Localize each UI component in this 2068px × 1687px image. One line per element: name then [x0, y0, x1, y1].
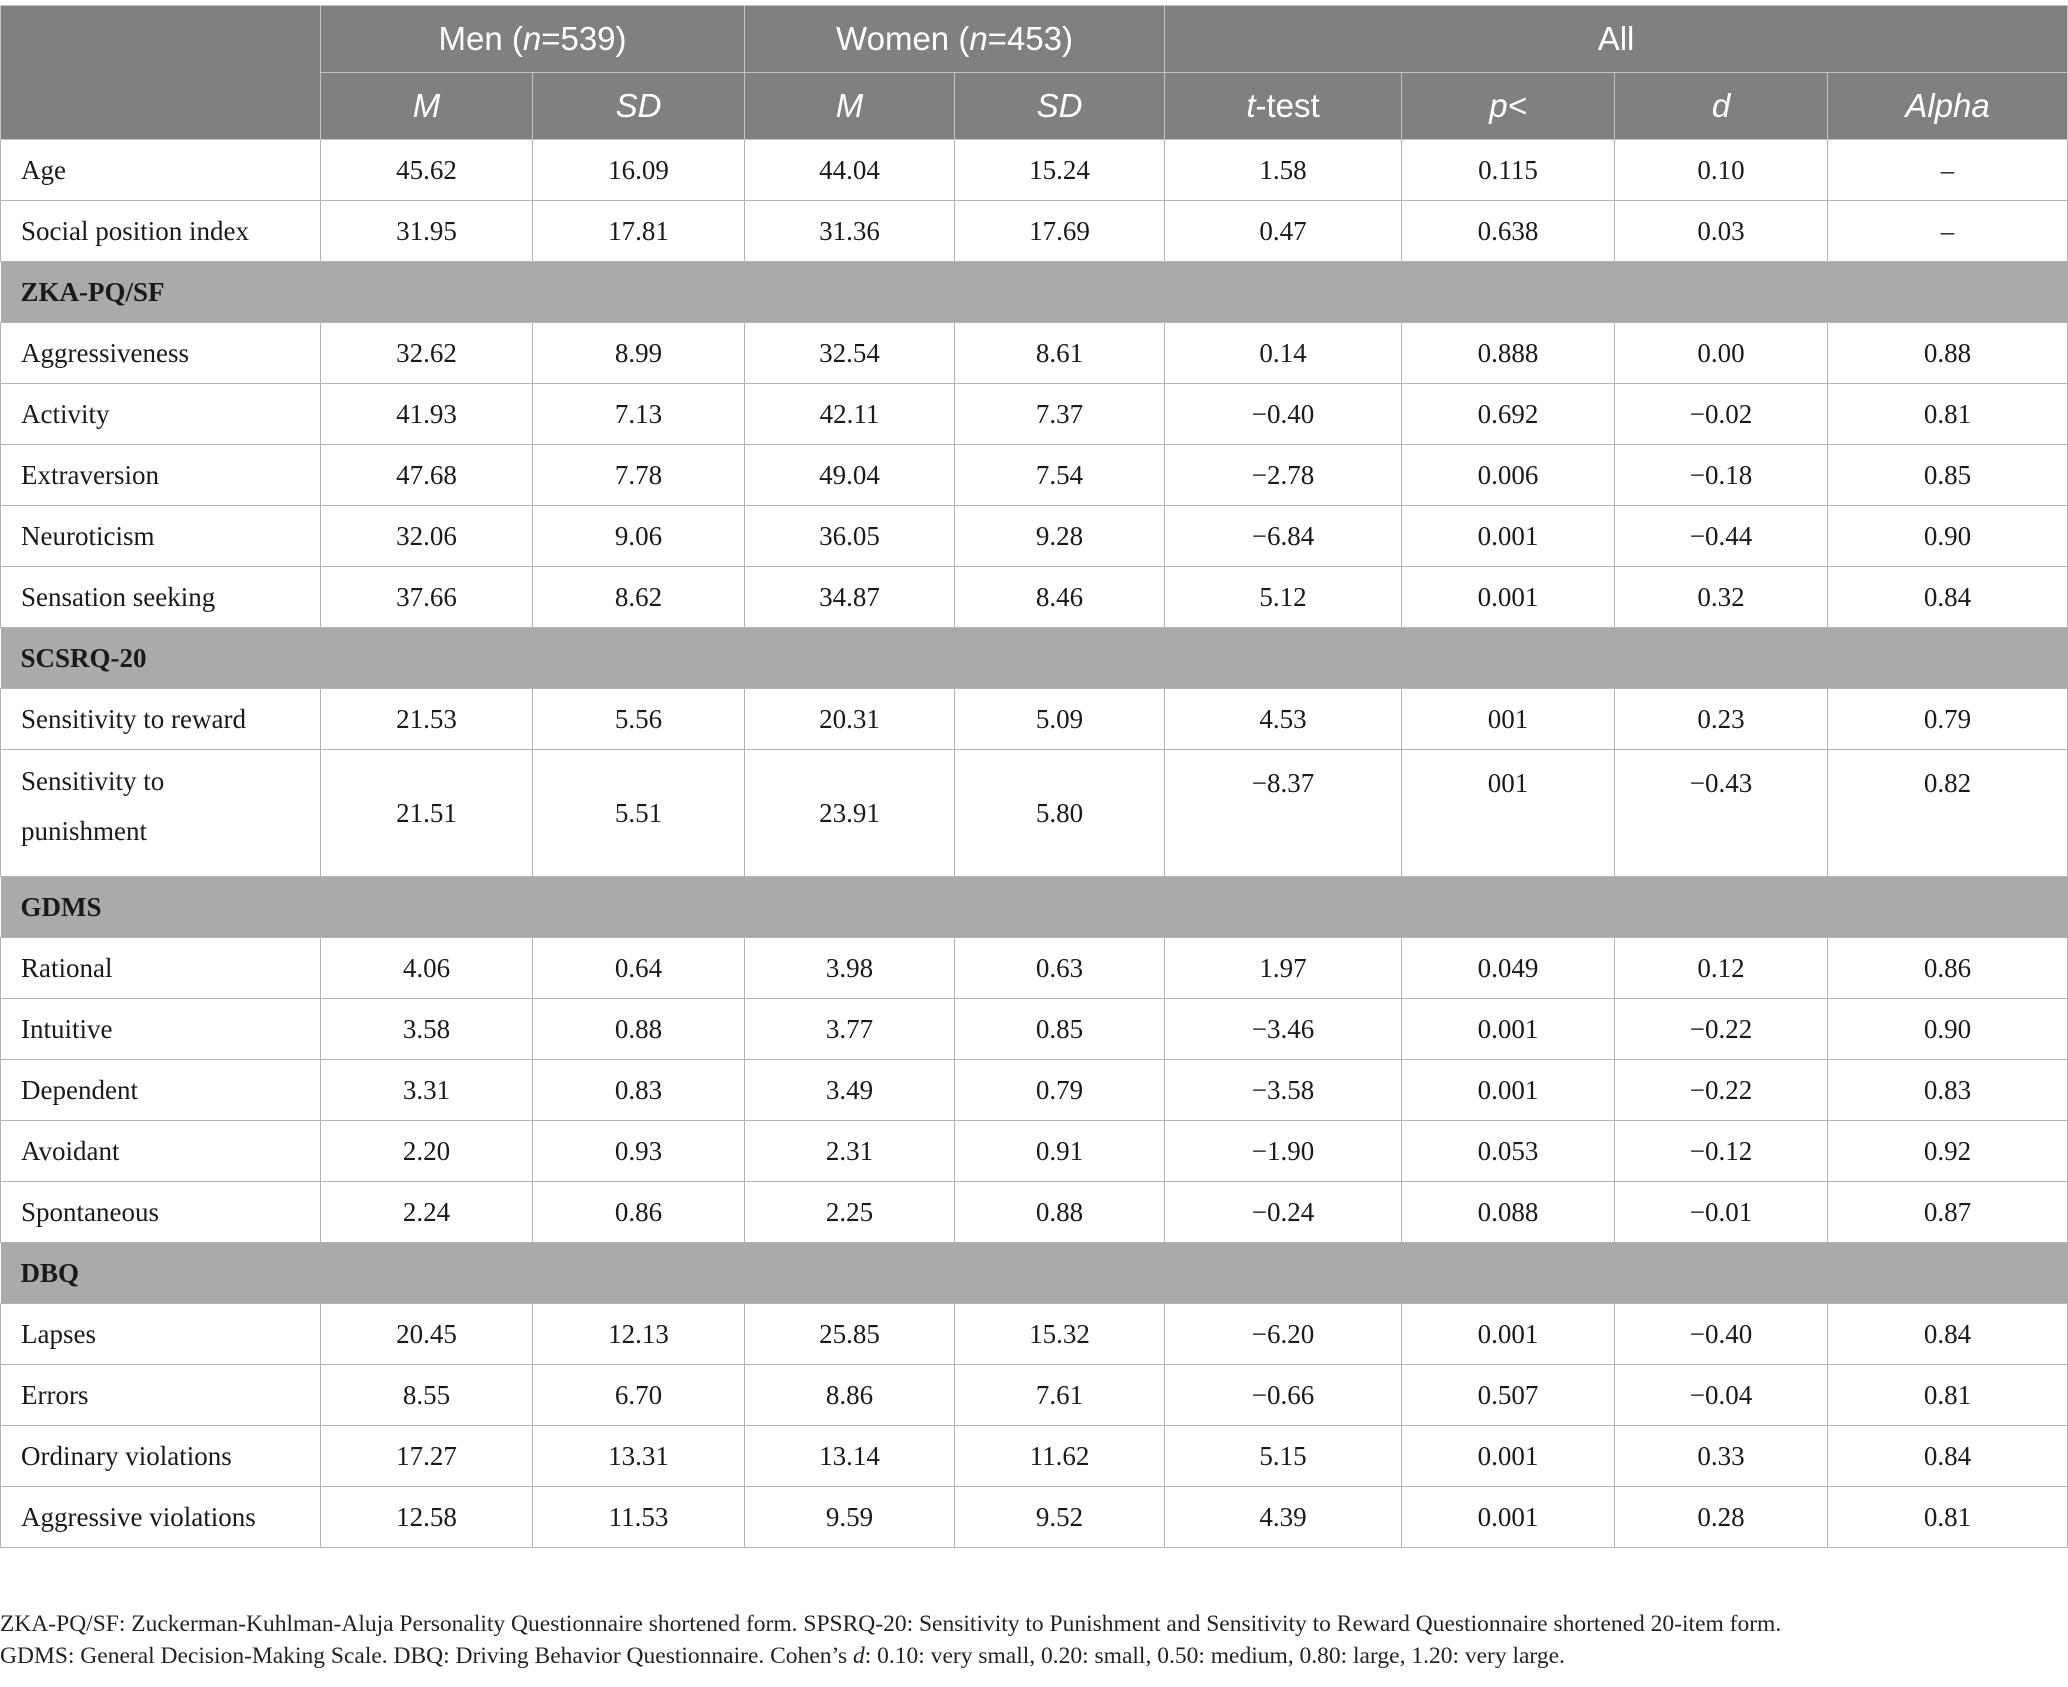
men-n-symbol: n [522, 20, 542, 57]
cell-p: 0.053 [1402, 1121, 1615, 1182]
row-label: Neuroticism [1, 506, 321, 567]
cell-men-m: 32.06 [321, 506, 533, 567]
header-women-sd: SD [955, 73, 1165, 140]
cell-alpha: 0.81 [1828, 384, 2068, 445]
cell-men-m: 2.24 [321, 1182, 533, 1243]
cell-t: 4.39 [1165, 1487, 1402, 1548]
cell-women-m: 42.11 [745, 384, 955, 445]
cell-women-m: 25.85 [745, 1304, 955, 1365]
cell-men-m: 3.31 [321, 1060, 533, 1121]
cell-men-m: 47.68 [321, 445, 533, 506]
cell-men-m: 21.51 [321, 750, 533, 877]
row-label: Aggressiveness [1, 323, 321, 384]
cell-d: 0.03 [1615, 201, 1828, 262]
footnote-line-2-end: : 0.10: very small, 0.20: small, 0.50: medium, 0.80: large, 1.20: very large. [864, 1643, 1565, 1669]
cell-women-m: 20.31 [745, 689, 955, 750]
cell-t: 4.53 [1165, 689, 1402, 750]
row-label: Rational [1, 938, 321, 999]
header-p: p< [1402, 73, 1615, 140]
footnote-line-1: ZKA-PQ/SF: Zuckerman-Kuhlman-Aluja Personality Questionnaire shortened form. SPSRQ-20: Sensitivity to Punishment and Sensitivity to Reward Questionnaire shortened 20-item form. [0, 1611, 1782, 1637]
cell-men-sd: 13.31 [533, 1426, 745, 1487]
cell-alpha: 0.83 [1828, 1060, 2068, 1121]
header-d: d [1615, 73, 1828, 140]
cell-women-sd: 5.80 [955, 750, 1165, 877]
cell-d: 0.00 [1615, 323, 1828, 384]
footnote-line-2-start: GDMS: General Decision-Making Scale. DBQ: Driving Behavior Questionnaire. Cohen’s [0, 1643, 854, 1669]
section-label: GDMS [1, 877, 2068, 938]
men-group-label: Men ( [438, 20, 523, 57]
cell-t: −1.90 [1165, 1121, 1402, 1182]
cell-alpha: 0.85 [1828, 445, 2068, 506]
cell-women-sd: 0.79 [955, 1060, 1165, 1121]
cell-men-sd: 12.13 [533, 1304, 745, 1365]
women-n-value: =453) [987, 20, 1073, 57]
row-label: Spontaneous [1, 1182, 321, 1243]
row-label-line2: punishment [21, 816, 147, 846]
header-all-group: All [1165, 6, 2068, 73]
cell-alpha: 0.82 [1828, 750, 2068, 877]
cell-d: −0.04 [1615, 1365, 1828, 1426]
cell-p: 001 [1402, 750, 1615, 877]
row-label: Dependent [1, 1060, 321, 1121]
cell-d: 0.10 [1615, 140, 1828, 201]
cell-women-sd: 9.52 [955, 1487, 1165, 1548]
cell-d: −0.43 [1615, 750, 1828, 877]
cell-t: −6.20 [1165, 1304, 1402, 1365]
header-men-sd: SD [533, 73, 745, 140]
cell-men-sd: 8.62 [533, 567, 745, 628]
cell-d: −0.22 [1615, 1060, 1828, 1121]
cell-women-m: 9.59 [745, 1487, 955, 1548]
table-row [1, 445, 2068, 506]
cell-alpha: 0.84 [1828, 1426, 2068, 1487]
cell-women-sd: 7.37 [955, 384, 1165, 445]
cell-men-m: 8.55 [321, 1365, 533, 1426]
results-table-container [0, 5, 2068, 1548]
row-label: Sensation seeking [1, 567, 321, 628]
cell-men-sd: 16.09 [533, 140, 745, 201]
header-women-m: M [745, 73, 955, 140]
cell-women-sd: 9.28 [955, 506, 1165, 567]
table-row [1, 567, 2068, 628]
cell-p: 0.888 [1402, 323, 1615, 384]
cell-d: 0.28 [1615, 1487, 1828, 1548]
cell-alpha: 0.90 [1828, 999, 2068, 1060]
cell-alpha: 0.86 [1828, 938, 2068, 999]
cell-t: −6.84 [1165, 506, 1402, 567]
cell-p: 0.001 [1402, 1426, 1615, 1487]
section-row-gdms [1, 877, 2068, 938]
cell-p: 0.001 [1402, 567, 1615, 628]
cell-d: −0.02 [1615, 384, 1828, 445]
cell-p: 0.006 [1402, 445, 1615, 506]
t-symbol: t [1246, 87, 1256, 124]
cell-t: −2.78 [1165, 445, 1402, 506]
row-label-line1: Sensitivity to [21, 766, 165, 796]
cell-women-sd: 0.85 [955, 999, 1165, 1060]
cell-men-m: 3.58 [321, 999, 533, 1060]
footnote-cohen-d: d [853, 1643, 865, 1669]
cell-alpha: 0.84 [1828, 567, 2068, 628]
cell-men-m: 37.66 [321, 567, 533, 628]
cell-women-m: 3.49 [745, 1060, 955, 1121]
cell-men-m: 12.58 [321, 1487, 533, 1548]
cell-women-m: 44.04 [745, 140, 955, 201]
footnote-line-2 [0, 1640, 2060, 1672]
table-header [1, 6, 2068, 140]
header-men-m: M [321, 73, 533, 140]
table-row [1, 1060, 2068, 1121]
women-group-label: Women ( [836, 20, 970, 57]
cell-t: 1.97 [1165, 938, 1402, 999]
cell-p: 0.001 [1402, 506, 1615, 567]
table-row [1, 999, 2068, 1060]
row-label: Errors [1, 1365, 321, 1426]
cell-d: 0.32 [1615, 567, 1828, 628]
cell-alpha: 0.92 [1828, 1121, 2068, 1182]
cell-p: 0.001 [1402, 1060, 1615, 1121]
table-body [1, 140, 2068, 1548]
cell-p: 0.115 [1402, 140, 1615, 201]
cell-women-m: 36.05 [745, 506, 955, 567]
section-label: DBQ [1, 1243, 2068, 1304]
cell-men-m: 45.62 [321, 140, 533, 201]
cell-t: −8.37 [1165, 750, 1402, 877]
cell-p: 0.001 [1402, 1487, 1615, 1548]
row-label: Lapses [1, 1304, 321, 1365]
cell-women-m: 34.87 [745, 567, 955, 628]
cell-alpha: – [1828, 201, 2068, 262]
section-row-scsrq [1, 628, 2068, 689]
cell-men-sd: 11.53 [533, 1487, 745, 1548]
table-row [1, 140, 2068, 201]
section-row-dbq [1, 1243, 2068, 1304]
section-label: ZKA-PQ/SF [1, 262, 2068, 323]
cell-d: 0.23 [1615, 689, 1828, 750]
cell-women-sd: 0.88 [955, 1182, 1165, 1243]
table-row [1, 323, 2068, 384]
cell-men-sd: 6.70 [533, 1365, 745, 1426]
header-t-test [1165, 73, 1402, 140]
women-n-symbol: n [969, 20, 988, 57]
section-label: SCSRQ-20 [1, 628, 2068, 689]
cell-men-m: 41.93 [321, 384, 533, 445]
header-alpha: Alpha [1828, 73, 2068, 140]
cell-alpha: 0.87 [1828, 1182, 2068, 1243]
table-row [1, 689, 2068, 750]
cell-alpha: 0.81 [1828, 1487, 2068, 1548]
table-row [1, 1182, 2068, 1243]
cell-women-m: 3.77 [745, 999, 955, 1060]
header-women-group [745, 6, 1165, 73]
cell-women-sd: 17.69 [955, 201, 1165, 262]
cell-d: −0.01 [1615, 1182, 1828, 1243]
men-n-value: =539) [541, 20, 627, 57]
cell-women-sd: 0.91 [955, 1121, 1165, 1182]
row-label: Extraversion [1, 445, 321, 506]
cell-men-m: 21.53 [321, 689, 533, 750]
cell-men-sd: 9.06 [533, 506, 745, 567]
cell-alpha: 0.81 [1828, 1365, 2068, 1426]
row-label: Avoidant [1, 1121, 321, 1182]
cell-men-sd: 0.86 [533, 1182, 745, 1243]
cell-men-m: 2.20 [321, 1121, 533, 1182]
row-label [1, 750, 321, 877]
cell-t: 5.15 [1165, 1426, 1402, 1487]
table-row [1, 1121, 2068, 1182]
cell-women-m: 2.25 [745, 1182, 955, 1243]
cell-women-m: 32.54 [745, 323, 955, 384]
cell-men-sd: 5.56 [533, 689, 745, 750]
cell-t: −3.46 [1165, 999, 1402, 1060]
cell-alpha: – [1828, 140, 2068, 201]
cell-d: 0.33 [1615, 1426, 1828, 1487]
cell-t: 1.58 [1165, 140, 1402, 201]
cell-women-sd: 8.46 [955, 567, 1165, 628]
row-label: Activity [1, 384, 321, 445]
cell-alpha: 0.79 [1828, 689, 2068, 750]
cell-alpha: 0.88 [1828, 323, 2068, 384]
cell-p: 0.001 [1402, 999, 1615, 1060]
cell-p: 0.049 [1402, 938, 1615, 999]
row-label: Aggressive violations [1, 1487, 321, 1548]
cell-women-sd: 5.09 [955, 689, 1165, 750]
cell-alpha: 0.90 [1828, 506, 2068, 567]
cell-women-m: 31.36 [745, 201, 955, 262]
cell-d: −0.40 [1615, 1304, 1828, 1365]
table-row [1, 1365, 2068, 1426]
cell-p: 0.692 [1402, 384, 1615, 445]
table-row [1, 750, 2068, 877]
cell-women-sd: 7.61 [955, 1365, 1165, 1426]
cell-t: 0.47 [1165, 201, 1402, 262]
cell-men-m: 20.45 [321, 1304, 533, 1365]
cell-d: −0.18 [1615, 445, 1828, 506]
cell-men-sd: 0.88 [533, 999, 745, 1060]
t-test-suffix: -test [1255, 87, 1320, 124]
cell-men-sd: 8.99 [533, 323, 745, 384]
table-footnote [0, 1608, 2060, 1672]
cell-men-sd: 0.83 [533, 1060, 745, 1121]
table-row [1, 1426, 2068, 1487]
cell-alpha: 0.84 [1828, 1304, 2068, 1365]
row-label: Ordinary violations [1, 1426, 321, 1487]
cell-men-sd: 7.13 [533, 384, 745, 445]
cell-women-sd: 11.62 [955, 1426, 1165, 1487]
cell-t: −3.58 [1165, 1060, 1402, 1121]
cell-women-m: 13.14 [745, 1426, 955, 1487]
cell-t: −0.66 [1165, 1365, 1402, 1426]
cell-men-sd: 7.78 [533, 445, 745, 506]
table-row [1, 1304, 2068, 1365]
header-empty-cell [1, 6, 321, 140]
header-group-row [1, 6, 2068, 73]
cell-p: 001 [1402, 689, 1615, 750]
section-row-zka [1, 262, 2068, 323]
cell-d: −0.12 [1615, 1121, 1828, 1182]
cell-men-sd: 0.64 [533, 938, 745, 999]
cell-men-sd: 17.81 [533, 201, 745, 262]
row-label: Sensitivity to reward [1, 689, 321, 750]
cell-p: 0.088 [1402, 1182, 1615, 1243]
cell-p: 0.001 [1402, 1304, 1615, 1365]
cell-d: −0.22 [1615, 999, 1828, 1060]
cell-d: −0.44 [1615, 506, 1828, 567]
cell-men-m: 4.06 [321, 938, 533, 999]
table-row [1, 201, 2068, 262]
cell-women-sd: 8.61 [955, 323, 1165, 384]
cell-women-sd: 15.24 [955, 140, 1165, 201]
cell-d: 0.12 [1615, 938, 1828, 999]
cell-women-m: 3.98 [745, 938, 955, 999]
cell-men-m: 31.95 [321, 201, 533, 262]
table-row [1, 506, 2068, 567]
table-row [1, 1487, 2068, 1548]
table-row [1, 384, 2068, 445]
cell-men-sd: 0.93 [533, 1121, 745, 1182]
row-label: Age [1, 140, 321, 201]
descriptive-statistics-table [0, 5, 2068, 1548]
cell-t: 0.14 [1165, 323, 1402, 384]
cell-women-m: 8.86 [745, 1365, 955, 1426]
cell-women-m: 49.04 [745, 445, 955, 506]
cell-men-m: 17.27 [321, 1426, 533, 1487]
cell-p: 0.638 [1402, 201, 1615, 262]
cell-p: 0.507 [1402, 1365, 1615, 1426]
cell-t: −0.40 [1165, 384, 1402, 445]
cell-women-m: 2.31 [745, 1121, 955, 1182]
table-row [1, 938, 2068, 999]
cell-women-sd: 0.63 [955, 938, 1165, 999]
cell-women-sd: 7.54 [955, 445, 1165, 506]
row-label: Social position index [1, 201, 321, 262]
cell-women-sd: 15.32 [955, 1304, 1165, 1365]
cell-men-sd: 5.51 [533, 750, 745, 877]
row-label: Intuitive [1, 999, 321, 1060]
cell-men-m: 32.62 [321, 323, 533, 384]
cell-t: 5.12 [1165, 567, 1402, 628]
cell-women-m: 23.91 [745, 750, 955, 877]
cell-t: −0.24 [1165, 1182, 1402, 1243]
header-men-group [321, 6, 745, 73]
